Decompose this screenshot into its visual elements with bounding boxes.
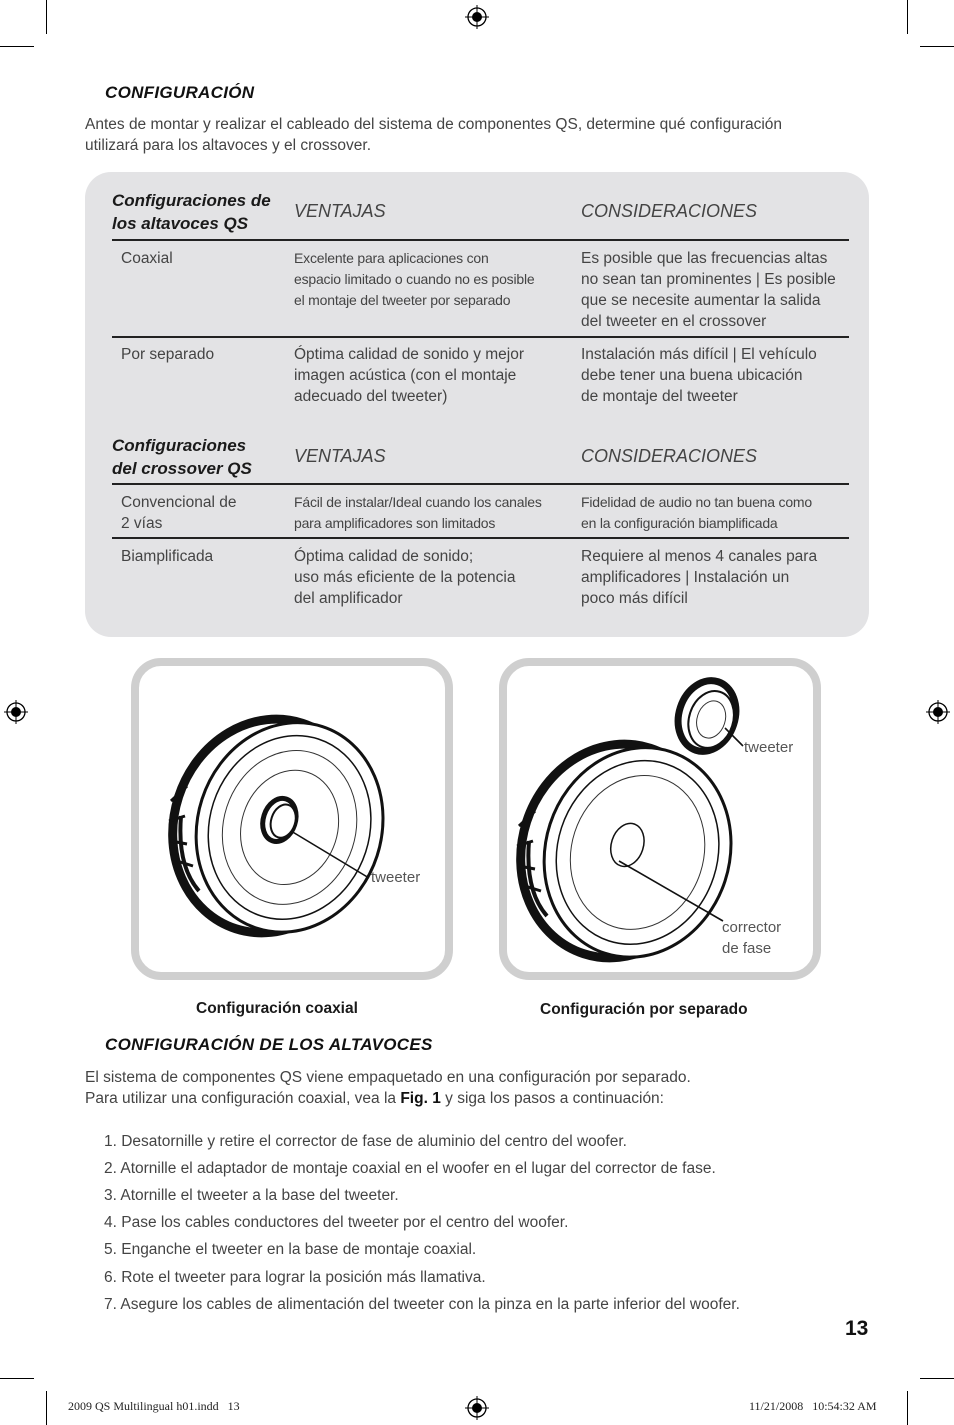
cell-line: Óptima calidad de sonido y mejor <box>294 346 525 363</box>
row-advantages <box>294 248 534 311</box>
cell-line: espacio limitado o cuando no es posible <box>294 271 535 287</box>
tweeter-label: tweeter <box>744 739 794 756</box>
cell-line: Excelente para aplicaciones con <box>294 250 489 266</box>
row-considerations <box>581 248 836 332</box>
cell-line: de montaje del tweeter <box>581 388 738 405</box>
row-name <box>121 492 236 534</box>
cell-line: del amplificador <box>294 590 403 607</box>
label-line: de fase <box>722 940 772 957</box>
row-considerations <box>581 546 817 609</box>
crop-mark <box>0 1378 34 1379</box>
cell-line: Fácil de instalar/Ideal cuando los canales <box>294 494 542 510</box>
registration-mark-icon <box>465 1396 489 1420</box>
cell-line: uso más eficiente de la potencia <box>294 569 516 586</box>
considerations-header: CONSIDERACIONES <box>581 201 758 221</box>
figure-caption: Configuración coaxial <box>196 1000 358 1017</box>
crop-mark <box>46 1391 47 1425</box>
coaxial-speaker-illustration <box>139 666 445 972</box>
table-rule <box>112 483 849 485</box>
page-number: 13 <box>845 1317 869 1340</box>
advantages-header: VENTAJAS <box>294 446 386 466</box>
cell-line: para amplificadores son limitados <box>294 515 496 531</box>
header-label-line: Configuraciones de <box>112 191 271 210</box>
slug-timestamp: 11/21/2008 10:54:32 AM <box>749 1399 877 1413</box>
cell-line: que se necesite aumentar la salida <box>581 292 821 309</box>
label-line: corrector <box>722 919 782 936</box>
text-span: Para utilizar una configuración coaxial, vea la <box>85 1090 401 1107</box>
crop-mark <box>907 0 908 34</box>
figure-caption: Configuración por separado <box>540 1001 748 1018</box>
registration-mark-icon <box>465 5 489 29</box>
section-title: CONFIGURACIÓN <box>105 83 255 102</box>
cell-line: imagen acústica (con el montaje <box>294 367 517 384</box>
step-item: 6. Rote el tweeter para lograr la posición más llamativa. <box>104 1269 486 1286</box>
row-advantages <box>294 492 542 534</box>
crop-mark <box>907 1391 908 1425</box>
crop-mark <box>46 0 47 34</box>
separate-figure-frame <box>499 658 821 980</box>
row-considerations <box>581 344 817 407</box>
header-label-line: del crossover QS <box>112 459 252 478</box>
cell-line: Convencional de <box>121 494 237 511</box>
cell-line: amplificadores | Instalación un <box>581 569 790 586</box>
text-span: y siga los pasos a continuación: <box>440 1090 664 1107</box>
row-advantages <box>294 344 524 407</box>
table-rule <box>112 336 849 338</box>
cell-line: del tweeter en el crossover <box>581 313 767 330</box>
intro-line: utilizará para los altavoces y el crossover. <box>85 137 372 154</box>
row-name: Biamplificada <box>121 548 214 565</box>
row-name: Por separado <box>121 346 215 363</box>
phase-plug-label <box>722 917 781 959</box>
cell-line: en la configuración biamplificada <box>581 515 778 531</box>
row-name: Coaxial <box>121 250 173 267</box>
step-item: 4. Pase los cables conductores del tweeter por el centro del woofer. <box>104 1214 569 1231</box>
table-rule <box>112 239 849 241</box>
crossover-config-header <box>112 434 252 480</box>
step-item: 5. Enganche el tweeter en la base de montaje coaxial. <box>104 1241 477 1258</box>
cell-line: Requiere al menos 4 canales para <box>581 548 818 565</box>
step-item: 7. Asegure los cables de alimentación del tweeter con la pinza en la parte inferior del woofer. <box>104 1296 740 1313</box>
intro-line: Antes de montar y realizar el cableado del sistema de componentes QS, determine qué configuración <box>85 116 783 133</box>
advantages-header: VENTAJAS <box>294 201 386 221</box>
header-label-line: los altavoces QS <box>112 214 249 233</box>
section-title: CONFIGURACIÓN DE LOS ALTAVOCES <box>105 1035 433 1054</box>
intro-paragraph <box>85 114 782 156</box>
cell-line: Óptima calidad de sonido; <box>294 548 474 565</box>
slug-file: 2009 QS Multilingual h01.indd 13 <box>68 1399 240 1413</box>
cell-line: el montaje del tweeter por separado <box>294 292 511 308</box>
row-advantages <box>294 546 515 609</box>
speaker-config-header <box>112 189 271 235</box>
registration-mark-icon <box>926 700 950 724</box>
crop-mark <box>0 46 34 47</box>
coaxial-figure-frame <box>131 658 453 980</box>
step-item: 1. Desatornille y retire el corrector de fase de aluminio del centro del woofer. <box>104 1133 627 1150</box>
tweeter-label: tweeter <box>371 869 421 886</box>
intro-line: El sistema de componentes QS viene empaquetado en una configuración por separado. <box>85 1069 691 1086</box>
registration-mark-icon <box>4 700 28 724</box>
cell-line: Es posible que las frecuencias altas <box>581 250 828 267</box>
considerations-header: CONSIDERACIONES <box>581 446 758 466</box>
figure-reference: Fig. 1 <box>400 1090 441 1107</box>
crop-mark <box>920 1378 954 1379</box>
cell-line: adecuado del tweeter) <box>294 388 448 405</box>
cell-line: Instalación más difícil | El vehículo <box>581 346 817 363</box>
header-label-line: Configuraciones <box>112 436 247 455</box>
table-rule <box>112 537 849 539</box>
cell-line: poco más difícil <box>581 590 688 607</box>
section2-paragraph <box>85 1067 691 1109</box>
cell-line: debe tener una buena ubicación <box>581 367 803 384</box>
crop-mark <box>920 46 954 47</box>
intro-line <box>85 1088 691 1109</box>
step-item: 3. Atornille el tweeter a la base del tweeter. <box>104 1187 399 1204</box>
row-considerations <box>581 492 812 534</box>
cell-line: 2 vías <box>121 515 163 532</box>
step-item: 2. Atornille el adaptador de montaje coaxial en el woofer en el lugar del corrector de fase. <box>104 1160 716 1177</box>
cell-line: Fidelidad de audio no tan buena como <box>581 494 812 510</box>
cell-line: no sean tan prominentes | Es posible <box>581 271 836 288</box>
